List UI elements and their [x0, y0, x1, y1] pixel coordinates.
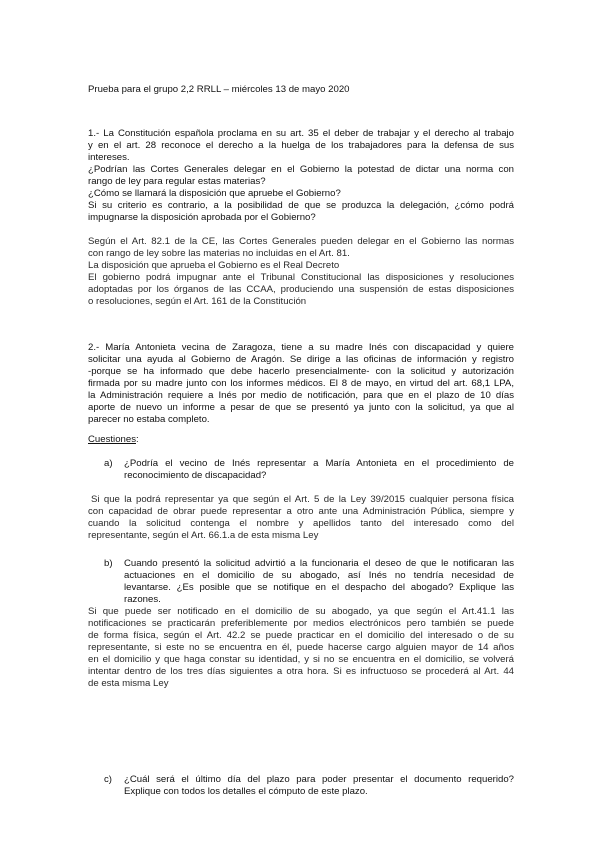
qa-marker: a) [104, 458, 113, 469]
a1-line-3: La disposición que aprueba el Gobierno es el Real Decreto [88, 260, 340, 271]
q2-line-4: firmada por su madre junto con los informes médicos. El 8 de mayo, en virtud del art. 68,1 LPA, [88, 378, 514, 389]
qb-line-4: razones. [124, 594, 161, 605]
qb-line-2: actuaciones en el domicilio de su abogado, así Inés no tendría necesidad de [124, 570, 514, 581]
q2-line-5: la Administración requiere a Inés por medio de notificación, para que en el plazo de 10 días [88, 390, 514, 401]
q1-line-5: rango de ley para regular estas materias? [88, 176, 266, 187]
page-header: Prueba para el grupo 2,2 RRLL – miércoles 13 de mayo 2020 [88, 84, 350, 95]
a1-line-6: o resoluciones, según el Art. 161 de la Constitución [88, 296, 307, 307]
qc-line-1: ¿Cuál será el último día del plazo para poder presentar el documento requerido? [124, 774, 514, 785]
qc-line-2: Explique con todos los detalles el cómputo de este plazo. [124, 786, 368, 797]
q2-line-2: solicitar una ayuda al Gobierno de Aragón. Se dirige a las oficinas de información y registro [88, 354, 514, 365]
aa-line-1: Si que la podrá representar ya que según el Art. 5 de la Ley 39/2015 cualquier persona física [91, 494, 514, 505]
qa-line-1: ¿Podría el vecino de Inés representar a María Antonieta en el procedimiento de [124, 458, 514, 469]
a1-line-2: con rango de ley sobre las materias no incluidas en el Art. 81. [88, 248, 350, 259]
qb-line-3: levantarse. ¿Es posible que se notifique en el despacho del abogado? Explique las [124, 582, 514, 593]
q1-line-1: 1.- La Constitución española proclama en su art. 35 el deber de trabajar y el derecho al trabajo [88, 128, 514, 139]
aa-line-2: con capacidad de obrar puede representar a otro ante una Administración Pública, siempre y [88, 506, 514, 517]
q1-line-6: ¿Cómo se llamará la disposición que apruebe el Gobierno? [88, 188, 341, 199]
cuestiones-colon: : [136, 434, 139, 445]
a1-line-1: Según el Art. 82.1 de la CE, las Cortes Generales pueden delegar en el Gobierno las normas [88, 236, 514, 247]
ab-line-6: intentar dentro de los tres días siguientes a otra hora. Si es infructuoso se procederá al Art. 44 [88, 666, 514, 677]
qb-marker: b) [104, 558, 113, 569]
ab-line-4: representante, si este no se encuentra en él, puede hacerse cargo alguien mayor de 14 años [88, 642, 514, 653]
q1-line-3: intereses. [88, 152, 130, 163]
ab-line-7: de esta misma Ley [88, 678, 169, 689]
q2-line-7: parecer no estaba completo. [88, 414, 210, 425]
q2-line-1: 2.- María Antonieta vecina de Zaragoza, tiene a su madre Inés con discapacidad y quiere [88, 342, 514, 353]
q1-line-8: impugnarse la disposición aprobada por el Gobierno? [88, 212, 316, 223]
qc-marker: c) [104, 774, 112, 785]
ab-line-2: notificaciones se practicarán preferiblemente por medios electrónicos pero también se puede [88, 618, 514, 629]
qb-line-1: Cuando presentó la solicitud advirtió a la funcionaria el deseo de que le notificaran las [124, 558, 514, 569]
ab-line-5: en el domicilio y que haga constar su identidad, y si no se encuentra en el domicilio, se volverá [88, 654, 514, 665]
q1-line-7: Si su criterio es contrario, a la posibilidad de que se produzca la delegación, ¿cómo podrá [88, 200, 514, 211]
qa-line-2: reconocimiento de discapacidad? [124, 470, 267, 481]
a1-line-4: El gobierno podrá impugnar ante el Tribunal Constitucional las disposiciones y resoluciones [88, 272, 514, 283]
cuestiones-heading [88, 434, 139, 446]
ab-line-1: Si que puede ser notificado en el domicilio de su abogado, ya que según el Art.41.1 las [88, 606, 514, 617]
q2-line-6: aporte de nuevo un informe a pesar de que se presentó ya junto con la solicitud, ya que al [88, 402, 514, 413]
q2-line-3: -porque se ha informado que debe hacerlo presencialmente- con la solicitud y autorización [88, 366, 514, 377]
cuestiones-label: Cuestiones [88, 434, 136, 445]
aa-line-4: representante, según el Art. 66.1.a de esta misma Ley [88, 530, 319, 541]
a1-line-5: adoptadas por los órganos de las CCAA, produciendo una suspensión de estas disposiciones [88, 284, 514, 295]
aa-line-3: cuando la solicitud contenga el nombre y apellidos tanto del interesado como del [88, 518, 514, 529]
ab-line-3: de forma física, según el Art. 42.2 se puede practicar en el domicilio del interesado o de su [88, 630, 514, 641]
q1-line-2: y en el art. 28 reconoce el derecho a la huelga de los trabajadores para la defensa de sus [88, 140, 514, 151]
q1-line-4: ¿Podrían las Cortes Generales delegar en el Gobierno la potestad de dictar una norma con [88, 164, 514, 175]
